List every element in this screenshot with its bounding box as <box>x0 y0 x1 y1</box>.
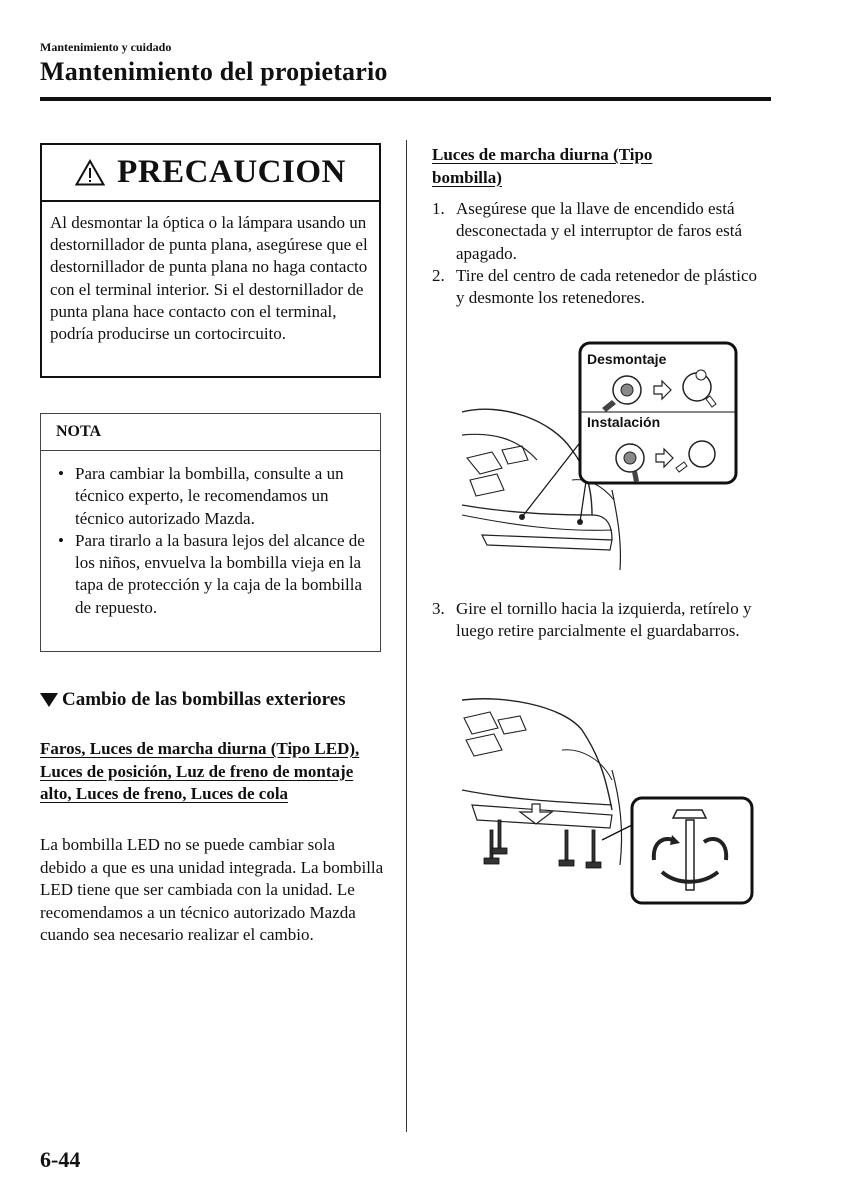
caution-text: Al desmontar la óptica o la lámpara usando un destornillador de punta plana, asegúrese que el destornillador de punta plana no haga contacto con el terminal interior. Si el destornillador de punta plana hace contacto con el terminal, podría producirse un cortocircuito. <box>50 213 368 344</box>
step-item: 2. Tire del centro de cada retenedor de plástico y desmonte los retenedores. <box>432 265 757 308</box>
led-subsection-text: La bombilla LED no se puede cambiar sola debido a que es una unidad integrada. La bombilla LED tiene que ser cambiada con la unidad. Le recomendamos a un técnico autorizado Mazda cuando sea necesario realizar el cambio. <box>40 835 384 944</box>
step-item: 3. Gire el tornillo hacia la izquierda, retírelo y luego retire parcialmente el guardabarros. <box>432 599 752 641</box>
column-divider <box>406 140 407 1132</box>
bumper-retainer-drawing <box>462 340 746 600</box>
note-box <box>40 413 381 652</box>
bulb-subsection-heading: Luces de marcha diurna (Tipo bombilla) <box>432 145 653 187</box>
steps-list-continued <box>432 598 762 643</box>
note-list <box>55 463 380 619</box>
caution-header <box>42 145 379 202</box>
note-title: NOTA <box>41 414 380 451</box>
caution-title: PRECAUCION <box>117 154 346 190</box>
bumper-screw-drawing <box>462 690 762 908</box>
page-title: Mantenimiento del propietario <box>40 57 388 86</box>
section-heading: Cambio de las bombillas exteriores <box>40 689 346 711</box>
led-subsection-heading: Faros, Luces de marcha diurna (Tipo LED), Luces de posición, Luz de freno de montaje alto, Luces de freno, Luces de cola <box>40 739 360 803</box>
note-item: • Para tirarlo a la basura lejos del alcance de los niños, envuelva la bombilla vieja en la tapa de protección y la caja de la bombilla de repuesto. <box>58 530 365 617</box>
triangle-marker-icon <box>40 693 58 707</box>
step-item: 1. Asegúrese que la llave de encendido está desconectada y el interruptor de faros está apagado. <box>432 199 743 263</box>
section-label: Mantenimiento y cuidado <box>40 40 172 54</box>
retainer-removal-illustration <box>462 340 746 600</box>
installation-label: Instalación <box>587 414 661 430</box>
header-rule <box>40 97 771 101</box>
screw-removal-illustration <box>462 690 762 908</box>
removal-label: Desmontaje <box>587 351 667 367</box>
warning-triangle-icon <box>75 159 105 186</box>
caution-box <box>40 143 381 378</box>
note-item: • Para cambiar la bombilla, consulte a un técnico experto, le recomendamos un técnico autorizado Mazda. <box>58 464 344 528</box>
steps-list <box>432 198 762 309</box>
page-number: 6-44 <box>40 1147 81 1172</box>
